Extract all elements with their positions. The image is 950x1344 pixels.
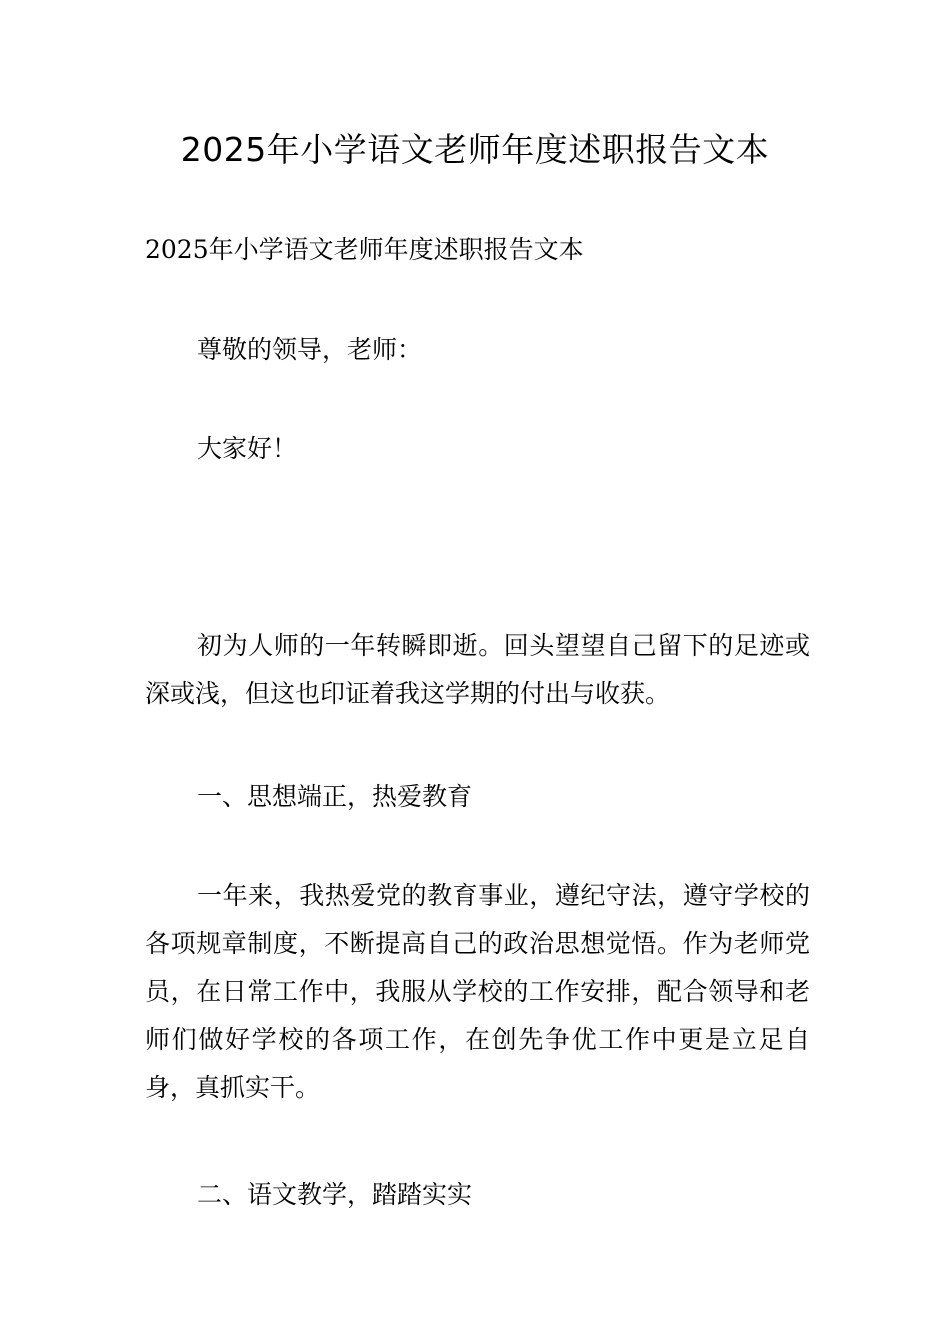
document-subtitle: 2025年小学语文老师年度述职报告文本 [145,235,584,264]
document-title: 2025年小学语文老师年度述职报告文本 [180,130,770,169]
paragraph-section-1: 一年来，我热爱党的教育事业，遵纪守法，遵守学校的各项规章制度，不断提高自己的政治思想觉悟。作为老师党员，在日常工作中，我服从学校的工作安排，配合领导和老师们做好学校的各项工作，在创先争优工作中更是立足自身，真抓实干。 [145,881,810,1102]
greeting: 大家好！ [197,434,298,463]
paragraph-intro: 初为人师的一年转瞬即逝。回头望望自己留下的足迹或深或浅，但这也印证着我这学期的付出与收获。 [145,631,810,708]
heading-section-1: 一、思想端正，热爱教育 [197,782,473,811]
heading-section-2: 二、语文教学，踏踏实实 [197,1180,473,1209]
salutation: 尊敬的领导，老师： [197,335,423,364]
